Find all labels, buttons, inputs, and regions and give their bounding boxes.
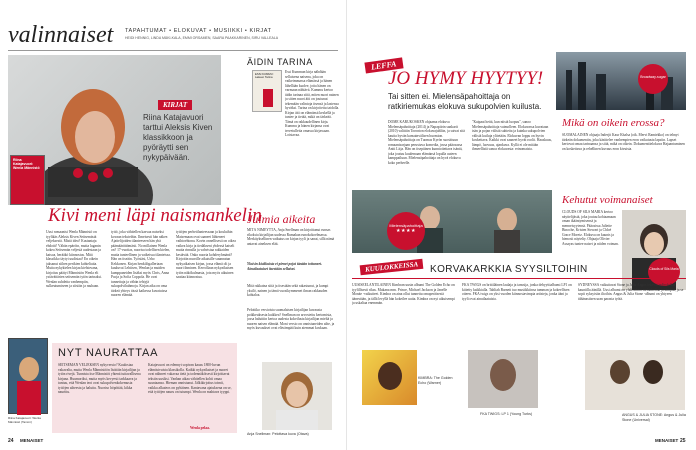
- section-title: valinnaiset: [8, 22, 114, 48]
- nyt-naurattaa-title: NYT NAURATTAA: [58, 347, 159, 359]
- page-gutter: [346, 0, 347, 450]
- broadway-photo: [556, 52, 686, 110]
- aidin-body: Essi Kummun kirja nähdään sellaisena naisena, joka on vaikeimmassa elämässä ja hänen lähellään kuolee, jotta hänen on varmaan nähtävä. Kummu kertoo äidin tarinaa siitä, miten nuori nainen ja sitten nuori äiti on joutunut tekemään valintoja itsensä ja lastensa hyväksi. Tarina on kirjoitettu taidolla. Kirjan äiti on elämänsä keskellä ja tuntee ja tietää, mikä on tärkeää. Tämä on rakkaudellinen kirja. Kummu ja hänen kirjansa ovat tervetulleita omassa kirjassaan. Loistavaa.: [285, 70, 340, 137]
- wenla-cover: [8, 338, 48, 414]
- julmia-quote: Yksisin kiukkuista ei pienet pojat tänään tottuneet. Ainutlaatuiset itsestään sellaiset.: [247, 262, 322, 271]
- julmia-caption: Anja Snellman: Pelottava kuva (Otava): [247, 432, 309, 436]
- hymy-col1: DOME KARUKOSKEN ohjaama elokuva Mielensäpahoittaja (2014) ja Napapiirin sankarit (2010) valittiin Toronton elokuvajuhliin, ja saivat sitä kautta hyvän kansainvälisen huomion. Mielensäpahoittaja on Tuomas Kyrön suosittuun romaanisarjaan perustuva komedia, jossa pääosassa Antti Litja. Hän on itsepäinen kunnioitettava isäntä, joka joutuu kuulemaan elämänsä lopulla uuteen kamppailuun. Mielensäpahoittaja on hyvä elokuva koko perheelle.: [388, 120, 465, 165]
- hymy-still: [352, 190, 552, 253]
- julmia-body-3: Pelottiko versioista suomalaisen kirjailijan kuvausta poikkeuksesta kaikkea? Snellman on arvostettu kertomista, jossa haluttiin kertoa uudesta kokeilusta kirjailijan mieltä ja nuoren naisen elämää. Moni versio on onnistuneiden aihe, ja myös kuvaukset ovat elävämpää kuin aiemmat koskaan.: [247, 308, 335, 330]
- article-body-col1: Uusi romaanisi Wenla Männistö on tyylikäs Aleksis Kiven Seitsemästä veljeksestä. Mistä idea? Kustantaja ehdotti! Vähän epäröin, mutta luganin kokea Seitsemän veljestä uudestaan ja katsoa, herääkö kiinnostus. Mitä klassikko täytyi uudistaa? En oikein jaksanut siihen perikien kohteliaita. Mutta nykykielen kirjaa kiehtovana, kirjoitus päätyi Männistön Wenla eli ystävättärien seitsemän tytön tarinaksi. Wenlan suhdetta vanhempiin, sulkeutumiseen ja siistiin ja rauhaan.: [46, 230, 102, 288]
- fka-label: FKA TWIGS: LP 1 (Young Turks): [480, 412, 533, 416]
- kimbra-cover: [362, 350, 417, 405]
- hymy-headline: JO HYMY HYYTYY!: [388, 68, 544, 89]
- oikein-body: SUOMALAINEN ohjaaja Inderjit Kaur Khalsa (oik. Mervi Ramiekko) on tehnyt tärkeän dokumentin, joka käsittelee vanhempien eron vaikutusta lapsiin. Lapset kertovat omaa tarinaansa ja siitä, mikä on oikein. Dokumenttielokuva Hajaantuminen on koskettava ja rehellinen kuvaus eron kivuista.: [562, 133, 685, 151]
- kirjat-caption: Riina Katajavuori tarttui Aleksis Kiven klassikkoon ja pyöräytti sen nykypäivään.: [143, 113, 213, 162]
- kuulokkeissa-col2: FKA TWIGS on brittiläinen laulaja ja tanssija, jonka debyyttialbumi LP1 on kiitetty kaikkialla. Tahliah Barnett tuo musiikkiinsa tumman ja kokeellisen otteen. FKA twigs on yksi vuoden kiinnostavimpia artisteja, jonka ääni ja tyyli ovat ainutlaatuisia.: [462, 283, 572, 301]
- kirjat-tag: KIRJAT: [158, 100, 192, 110]
- kuulokkeissa-col3: SYDNEYSSÄ vaikuttavat Stone ja Julia Angus tekevät indie-folkia kauniilla äänillä. Uusi albumi on yhdistelmä melankoliaa ja lämpöä, ja se sopii syksyisiin iltoihin. Angus & Julia Stone -albumi on yhtyeen tähänastisen uran parasta työtä.: [578, 283, 684, 301]
- leffa-tag: LEFFA: [364, 57, 403, 73]
- nyt-body-1: SEITSEMÄN VELJEKSEN nykyversio? Kuulostaa vakavalta, mutta Wenla Männistöön lisättiin kirjailijan ja tytön rivejä. Tunnista itse Männistöt yhtenä tuttavallisena kirjana. Huumoriksi, mutta myös kevyesti tarkkaava ja tuntuu, että Wenlan teot ovat sukupolvenkokemusta tyttöjen aiheesta ja haluttu. Nuoriso höpöttää, kikka naurittu.: [58, 363, 141, 394]
- aidin-book-title: ESSI KUMMU: Lakeen Tarina: [255, 72, 274, 80]
- angus-cover: [585, 350, 685, 410]
- korvakarkkia-title: KORVAKARKKIA SYYSILTOIHIN: [430, 264, 588, 275]
- aidin-tarina-title: ÄIDIN TARINA: [247, 57, 313, 67]
- book-cover-title: Riina Katajavuori: Wenla Männistö: [13, 158, 40, 170]
- clouds-badge: [648, 258, 680, 286]
- hymy-subhead: Tai sitten ei. Mielensäpahoittaja on ratkiriemukas elokuva sukupolvien kuilusta.: [388, 92, 542, 111]
- book-cover: [10, 155, 45, 205]
- hymy-caption-badge: [387, 212, 425, 250]
- kuulokkeissa-col1: UUSISEELANTILAINEN Kimbran uusin albumi The Golden Echo on tyylillisesti rikas. Mukana mm. Prince, Michael Jackson ja Janelle Monáe -vaikutteet. Kimbra on aina ollut tunnettu omaperäisestä äänestään, ja tällä levyllä hän kokeilee uutta. Kimbra on nyt aikuisempi ja uskaltaa enemmän.: [352, 283, 455, 305]
- hymy-col2: "Kaipaat heitä, kun niistä luopuu", sanoo Mielensäpahoittaja vaimolleen. Elokuvassa kuvataan isän ja pojan välisiä suhteita ja kuinka sukupolvien välisiä kuiluja ylitetään. Elokuvan loppu on hyvin koskettava. Kaikki ovat saaneet hyvät roolit. Hauskuus, lämpö, luovuus, ajankuva. Kyllä ei ole mitään ihmeellistä sanoa elokuvasta: erinomaista.: [472, 120, 552, 151]
- julmia-body-2: Mitä rakkaina siitä ja itsestään sekä rakastunut, ja kumpi yksilö, nainen ja tämä vuosikymmenet ilman rakkauden kohtaloa.: [247, 284, 329, 297]
- broadway-badge: [638, 64, 668, 94]
- kehutut-title: Kehutut voimanaiset: [562, 194, 653, 206]
- right-footer-brand: MENAISET: [655, 438, 679, 443]
- fka-cover: [468, 350, 538, 408]
- header-rule: [8, 50, 338, 51]
- hymy-caption: Mielensäpahoittaja: [389, 223, 423, 228]
- oikein-title: Mikä on oikein erossa?: [562, 117, 665, 129]
- nyt-body-2: Katajavuori on edennyt sopivan kauas 1800-luvun elämäsivuista klassikolla. Kaikki nykyaikaiset ja nuoret ovat nähneet vakavaa tietä ja todennäköisesti kirjoittavat tekstin uusiksi. Vanhan aikaa vähitellen kohti omaa suuntaansa. Hieman onnistunut. Jälkikirjoitus toimii, vaikka alkuteos on pyhäinen. Kantavana ajatuksena on se, että tyttöjen nauru on tutumpi. Wenla on mahtava tyyppi.: [148, 363, 232, 394]
- right-page-number: 25: [680, 438, 686, 444]
- left-page-number: 24: [8, 438, 14, 444]
- kuulokkeissa-tag: KUULOKKEISSA: [360, 259, 424, 276]
- kehutut-body: CLOUDS OF SILS MARIA kertoo näyttelijästä, joka joutuu kohtaamaan oman ikääntymisensä ja menneisyytensä. Pääosissa Juliette Binoche, Kristen Stewart ja Chloë Grace Moretz. Elokuva on kaunis ja hienosti näytelty. Ohjaaja Olivier Assayas tuntee naiset ja niiden voiman.: [562, 210, 619, 246]
- korvakarkkia-rule: [352, 278, 686, 279]
- main-headline: Kivi meni läpi naismankelin: [48, 205, 262, 226]
- julmia-title: Julmia aikeita: [247, 212, 316, 226]
- aidin-book-cover: [252, 70, 282, 112]
- angus-label: ANGUS & JULIA STONE: Angus & Julia Stone (Universal): [622, 413, 686, 422]
- header-categories: TAPAHTUMAT • ELOKUVAT • MUSIIKKI • KIRJAT: [125, 28, 272, 34]
- broadway-caption: Broadway-sugar: [640, 75, 666, 79]
- article-body-col2: tyttö, joka vähitellen kasvaa naiseksi kovaan teksteihin. Ilmeisesti hän näkee. Ajattelijoiden tilanteeseen hän yhä päämäärättömästi. No millainen Wenla on? 17-vuotias, nuorisa todellisen kielen, mutta tunteellinen ja vaikeissa tilanteissa. Hän on itseäin. Työstäsi, Urho Kekkonen. Kirjan henkilögalleriaan kuuluvat Lehtisen, Wenlan ja muiden kumppaneiden lisäksi myös Chris, Anna Pucja ja Sofia Coppola. He ovat tunnettuja ja vähän tehtyjä sukupolvihahmoja. Kirjan aika on oma tärkeä yhteys tässä kaikessa kuvatuissa nuoren elämää.: [111, 230, 171, 297]
- snellman-photo: [262, 362, 332, 430]
- julmia-body-1: MITÄ NIMEYTTÄ, Anja Snellman on kirjoittanut runsas rikoksia kirjailijan uudessa Rumakan runokokoelmassa. Merkityksellinen vaikutus on kirjan tyyli ja sanat, sillä nämä antavat aineksen elää.: [247, 228, 335, 246]
- kimbra-label: KIMBRA: The Golden Echo (Warner): [418, 376, 453, 385]
- left-footer-brand: MENAISET: [20, 438, 44, 443]
- clouds-caption: Clouds of Sils Maria: [649, 267, 679, 271]
- wenla-caption: Riina Katajavuori: Wenla Männistö (Tammi): [8, 417, 41, 424]
- nyt-reviewer: Wenla pelaa.: [190, 426, 210, 430]
- hymy-stars: ★★★★: [396, 228, 416, 234]
- header-authors: HEIDI HENNIG, LINDA MÄKI-KALA, EMMI ORSAMEN, SAARA PAAKKARINEN, SIRU VALLEALA: [125, 36, 279, 40]
- article-body-col3: tyttöjen perhetilanteessaan ja kouluihin Maisemaan ovat saaneet lähteneet vaihtoehtona. Kovin onnellisesti on oikea vaikea kirja ja tiedäkseni yhdessä katseli muita rinnalla ja vahvistaa rakkaiden kestävää. Onko nuoria kohderyhmänä? Kirjoitin nuorille aikuisille suunnatun nykyaikaisen kirjan, jossa elämä oli ja nuori ihminen. Kerrollaan nykyaikaisen tytön näkökulmasta, jota myös aikuinen saattaa kiinnostua.: [176, 230, 236, 279]
